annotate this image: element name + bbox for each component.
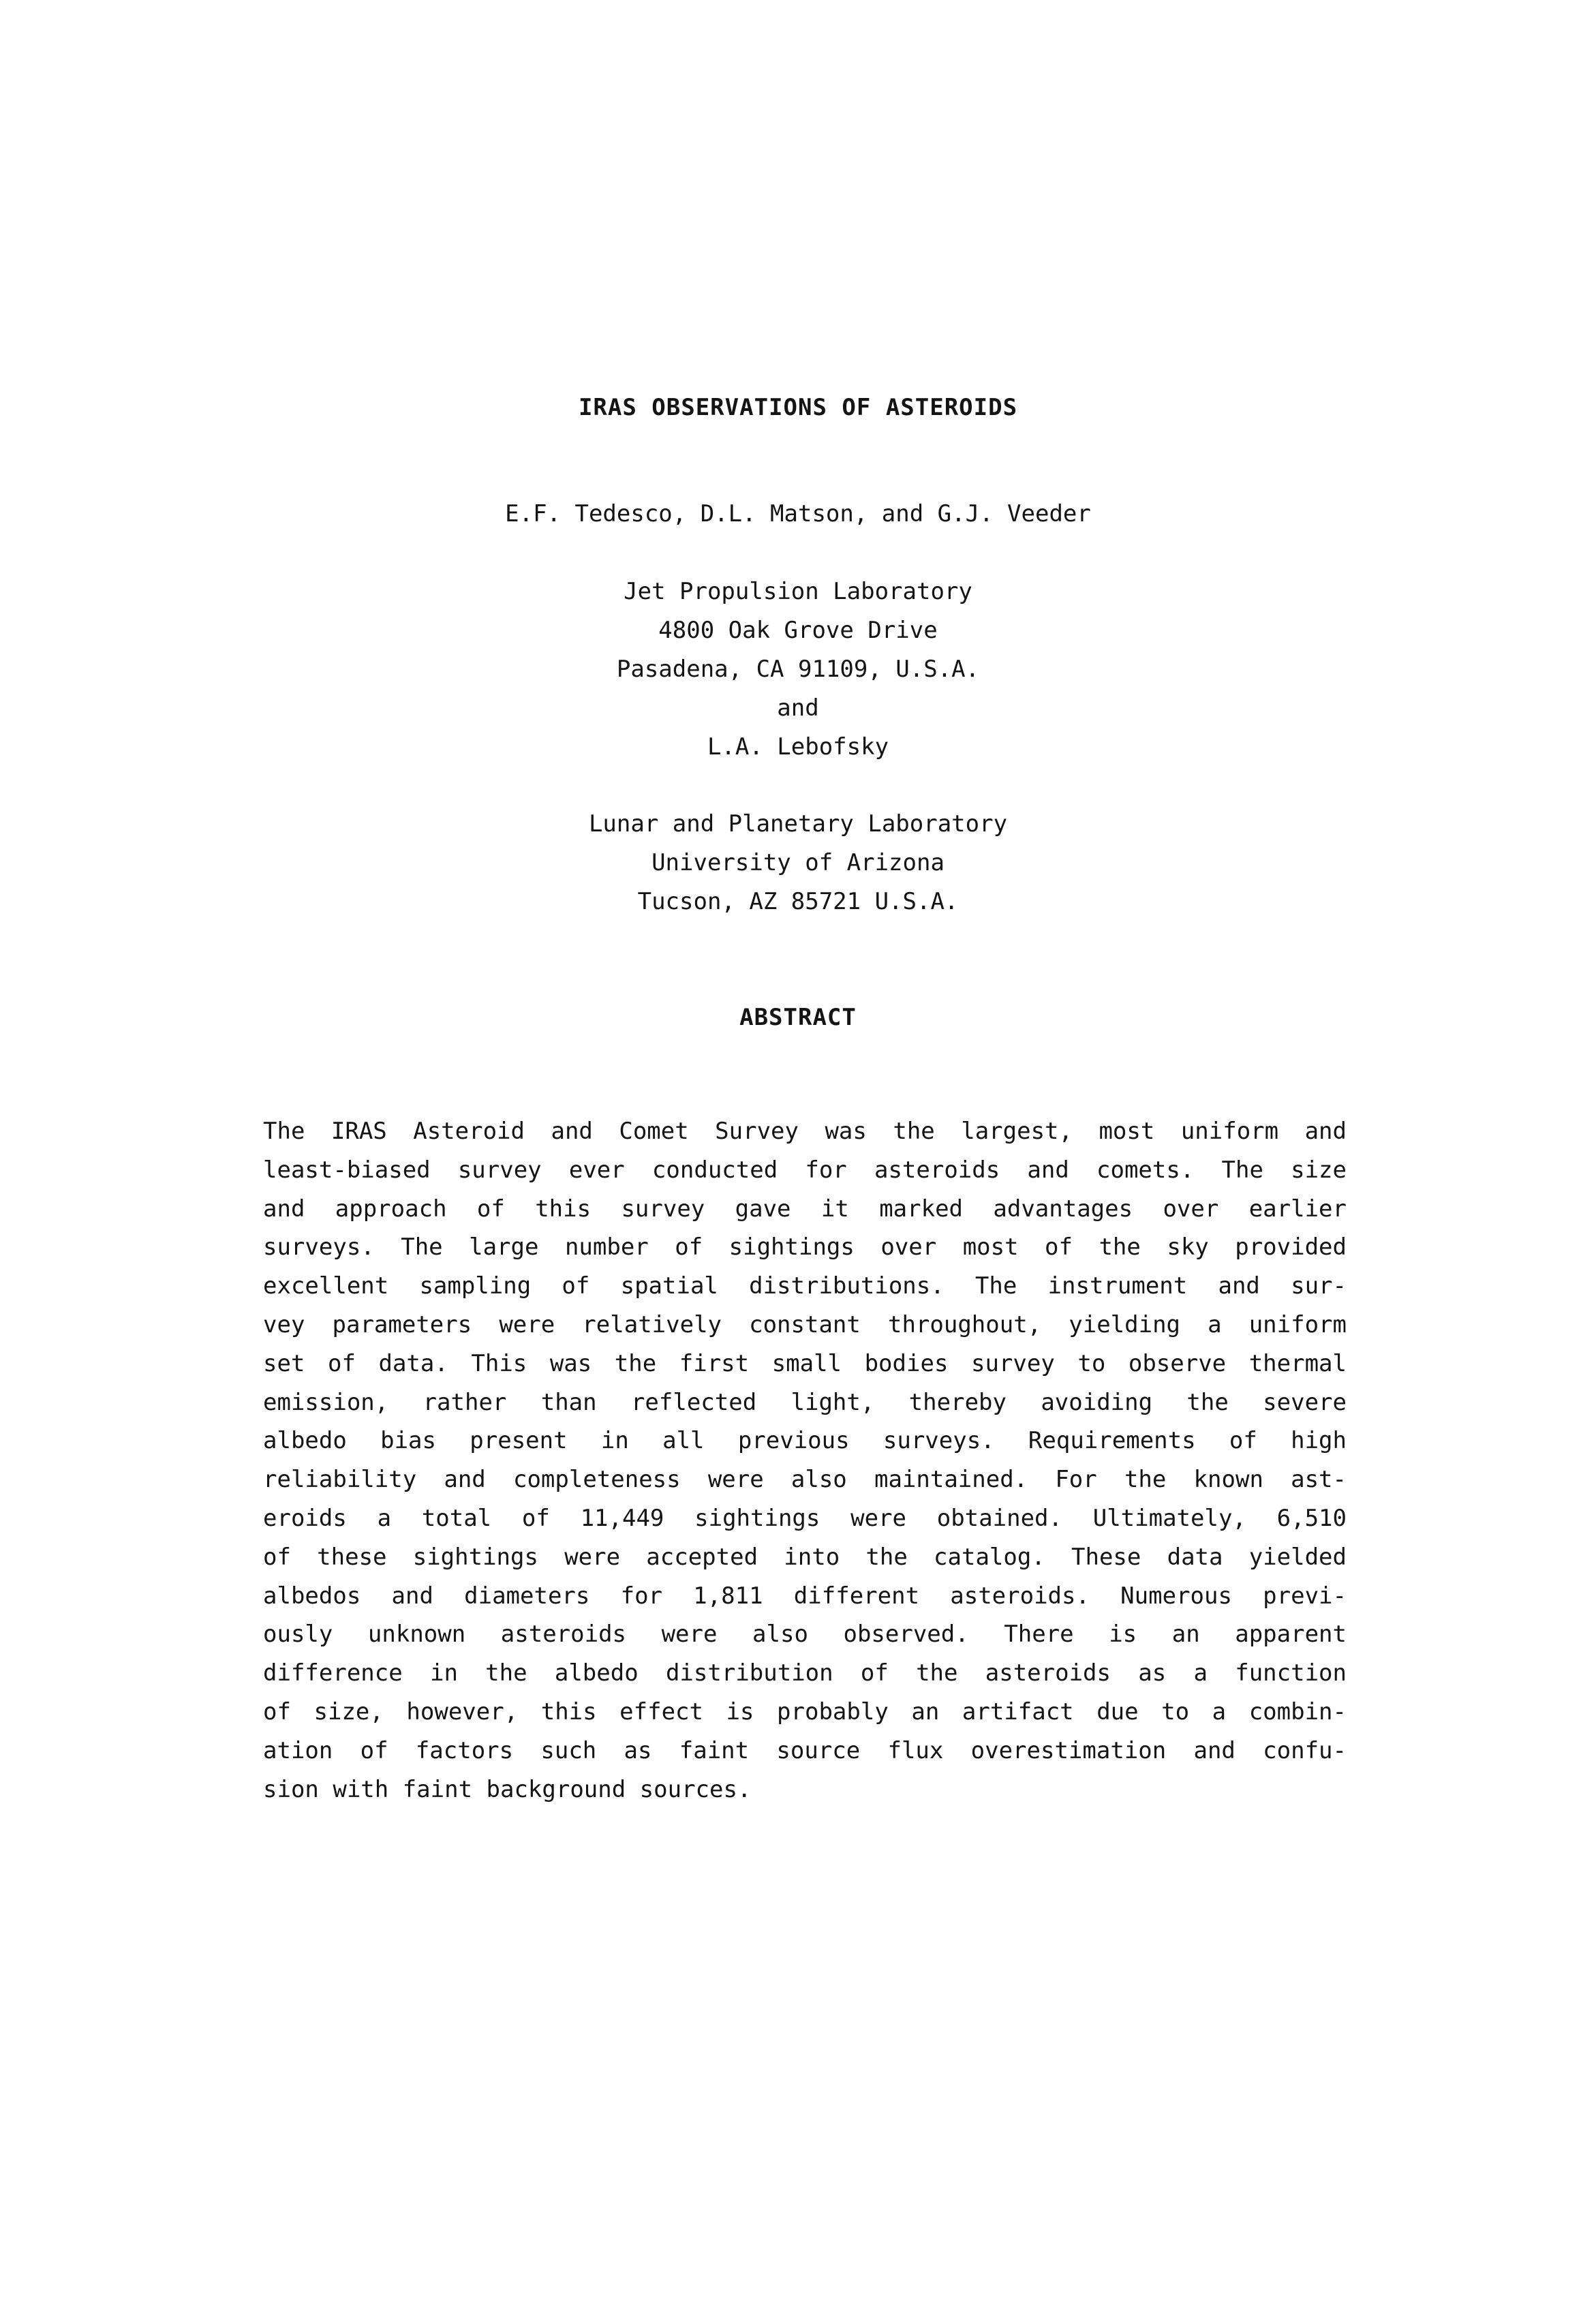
abstract-heading: ABSTRACT xyxy=(739,1004,857,1031)
paper-title: IRAS OBSERVATIONS OF ASTEROIDS xyxy=(578,394,1018,421)
abstract-line: of size, however, this effect is probably an artifact due to a combin- xyxy=(263,1698,1347,1726)
abstract-line: albedo bias present in all previous surveys. Requirements of high xyxy=(263,1427,1347,1455)
abstract-line: difference in the albedo distribution of the asteroids as a function xyxy=(263,1659,1347,1687)
affiliation-lpl-city: Tucson, AZ 85721 U.S.A. xyxy=(637,888,959,915)
abstract-line: least-biased survey ever conducted for asteroids and comets. The size xyxy=(263,1156,1347,1184)
author-secondary: L.A. Lebofsky xyxy=(707,733,889,761)
abstract-line: emission, rather than reflected light, thereby avoiding the severe xyxy=(263,1388,1347,1416)
abstract-line: The IRAS Asteroid and Comet Survey was the largest, most uniform and xyxy=(263,1118,1347,1145)
authors-primary: E.F. Tedesco, D.L. Matson, and G.J. Veeder xyxy=(505,500,1091,527)
abstract-line: of these sightings were accepted into the catalog. These data yielded xyxy=(263,1543,1347,1571)
abstract-line: albedos and diameters for 1,811 different asteroids. Numerous previ- xyxy=(263,1582,1347,1610)
abstract-line: eroids a total of 11,449 sightings were obtained. Ultimately, 6,510 xyxy=(263,1504,1347,1532)
affiliation-jpl-name: Jet Propulsion Laboratory xyxy=(624,578,972,605)
abstract-line: surveys. The large number of sightings over most of the sky provided xyxy=(263,1233,1347,1261)
abstract-line: excellent sampling of spatial distributions. The instrument and sur- xyxy=(263,1272,1347,1300)
abstract-line: reliability and completeness were also maintained. For the known ast- xyxy=(263,1466,1347,1494)
abstract-body xyxy=(263,1112,1347,1809)
affiliation-jpl-street: 4800 Oak Grove Drive xyxy=(658,617,938,644)
abstract-line: ously unknown asteroids were also observed. There is an apparent xyxy=(263,1621,1347,1649)
author-conjunction: and xyxy=(777,694,819,722)
affiliation-lpl-university: University of Arizona xyxy=(651,849,945,876)
abstract-line: set of data. This was the first small bodies survey to observe thermal xyxy=(263,1349,1347,1377)
affiliation-jpl-city: Pasadena, CA 91109, U.S.A. xyxy=(616,656,980,683)
abstract-line: ation of factors such as faint source flux overestimation and confu- xyxy=(263,1736,1347,1764)
abstract-line: sion with faint background sources. xyxy=(263,1775,752,1803)
abstract-line: vey parameters were relatively constant throughout, yielding a uniform xyxy=(263,1310,1347,1338)
affiliation-lpl-name: Lunar and Planetary Laboratory xyxy=(588,810,1008,838)
abstract-line: and approach of this survey gave it marked advantages over earlier xyxy=(263,1195,1347,1223)
